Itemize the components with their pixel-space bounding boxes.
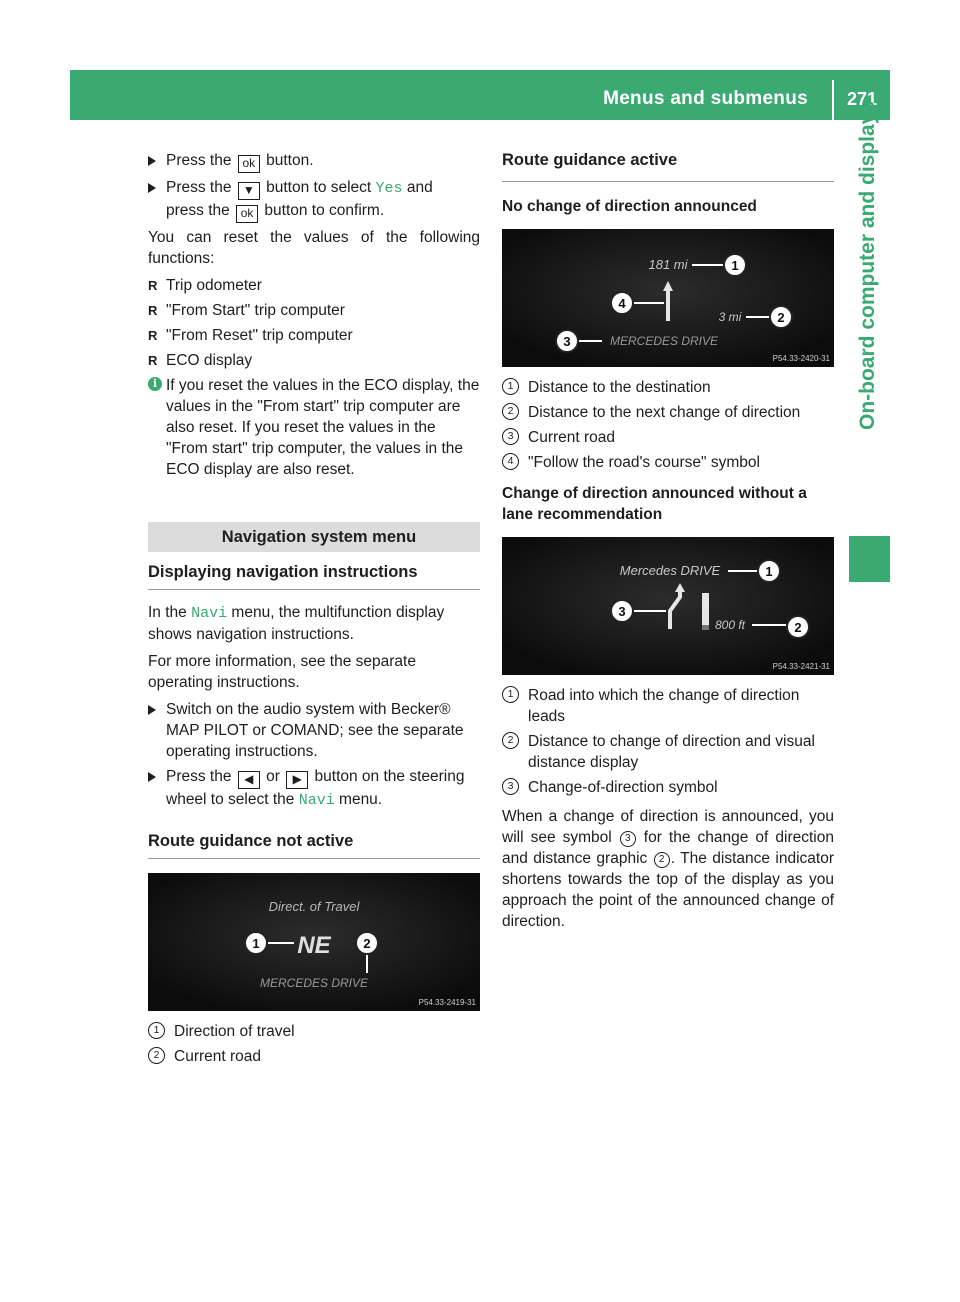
legend-item: 2 Distance to the next change of direction: [502, 402, 834, 423]
list-item: R "From Start" trip computer: [148, 302, 345, 319]
display-text-navi: Navi: [298, 792, 335, 809]
section-heading: Route guidance active: [502, 150, 834, 182]
step-arrow-icon: [148, 183, 156, 193]
subsection-title: Displaying navigation instructions: [148, 562, 480, 590]
step-arrow-icon: [148, 156, 156, 166]
nav-intro: In the Navi menu, the multifunction display shows navigation instructions.: [148, 604, 445, 643]
screen-dist-dest: 181 mi: [648, 257, 688, 272]
info-icon: i: [148, 377, 162, 391]
step-arrow-icon: [148, 705, 156, 715]
legend-item: 1 Road into which the change of direction leads: [502, 685, 834, 727]
display-text-yes: Yes: [375, 180, 403, 197]
screen-line1: Direct. of Travel: [268, 899, 360, 914]
legend-item: 3 Change-of-direction symbol: [502, 777, 834, 798]
section-title: Navigation system menu: [148, 522, 480, 552]
screen-code: P54.33-2419-31: [418, 998, 476, 1007]
reset-intro: You can reset the values of the following functions:: [148, 229, 480, 267]
down-key-icon: ▼: [238, 182, 260, 200]
right-column: [502, 150, 834, 938]
right-key-icon: ▶: [286, 771, 308, 789]
closing-paragraph: When a change of direction is announced, you will see symbol 3 for the change of direction and distance graphic 2 . The distance indicator shortens towards the top of the display as you approach the point of the announced change of direction.: [502, 808, 834, 930]
display-screenshot-no-change: [502, 229, 834, 367]
svg-text:3: 3: [563, 334, 571, 349]
info-note: i If you reset the values in the ECO display, the values in the "From start" trip computer are also reset. If you reset the values in the "From start" trip computer, the values in the ECO display are also reset.: [148, 375, 480, 480]
screen-road: MERCEDES DRIVE: [259, 976, 369, 990]
instruction-step: Press the ◀ or ▶ button on the steering wheel to select the Navi menu.: [148, 766, 480, 811]
legend-item: 3 Current road: [502, 427, 834, 448]
legend-item: 4 "Follow the road's course" symbol: [502, 452, 834, 473]
chapter-side-label: On-board computer and displays: [856, 100, 879, 430]
screen-road: Mercedes DRIVE: [619, 563, 721, 578]
subheading: Change of direction announced without a lane recommendation: [502, 485, 807, 523]
screen-dist: 800 ft: [714, 618, 746, 632]
svg-text:3: 3: [618, 604, 626, 619]
display-screenshot-change-announced: [502, 537, 834, 675]
header-title: Menus and submenus: [603, 88, 808, 109]
svg-text:1: 1: [731, 258, 739, 273]
screen-code: P54.33-2420-31: [772, 354, 830, 363]
screen-direction: NE: [297, 932, 331, 959]
legend-item: 1 Direction of travel: [148, 1021, 480, 1042]
left-column: [148, 150, 480, 1071]
legend-item: 2 Distance to change of direction and visual distance display: [502, 731, 834, 773]
legend-item: 1 Distance to the destination: [502, 377, 834, 398]
chapter-tab-marker: [849, 536, 890, 582]
instruction-step: Press the ▼ button to select Yes and press the ok button to confirm.: [148, 177, 480, 223]
display-screenshot-no-guidance: [148, 873, 480, 1011]
display-text-navi: Navi: [191, 605, 228, 622]
ok-key-icon: ok: [236, 205, 258, 223]
step-arrow-icon: [148, 772, 156, 782]
svg-text:4: 4: [618, 296, 626, 311]
svg-text:2: 2: [363, 936, 371, 951]
list-item: R "From Reset" trip computer: [148, 327, 353, 344]
screen-road: MERCEDES DRIVE: [609, 334, 719, 348]
reset-list: [148, 275, 480, 371]
svg-text:2: 2: [794, 620, 802, 635]
subsection-title: Route guidance not active: [148, 831, 480, 859]
subheading: No change of direction announced: [502, 198, 757, 215]
svg-text:1: 1: [252, 936, 260, 951]
page-number: 271: [846, 89, 878, 109]
ok-key-icon: ok: [238, 155, 260, 173]
screen-code: P54.33-2421-31: [772, 662, 830, 671]
svg-text:1: 1: [765, 564, 773, 579]
nav-more: For more information, see the separate operating instructions.: [148, 653, 416, 691]
instruction-step: Press the ok button.: [148, 150, 480, 173]
list-item: R ECO display: [148, 352, 253, 369]
left-key-icon: ◀: [238, 771, 260, 789]
instruction-step: Switch on the audio system with Becker® MAP PILOT or COMAND; see the separate operating instructions.: [148, 699, 480, 762]
screen-dist-next: 3 mi: [718, 310, 742, 324]
list-item: R Trip odometer: [148, 277, 262, 294]
legend-item: 2 Current road: [148, 1046, 480, 1067]
svg-text:2: 2: [777, 310, 785, 325]
page-header: [70, 70, 890, 120]
